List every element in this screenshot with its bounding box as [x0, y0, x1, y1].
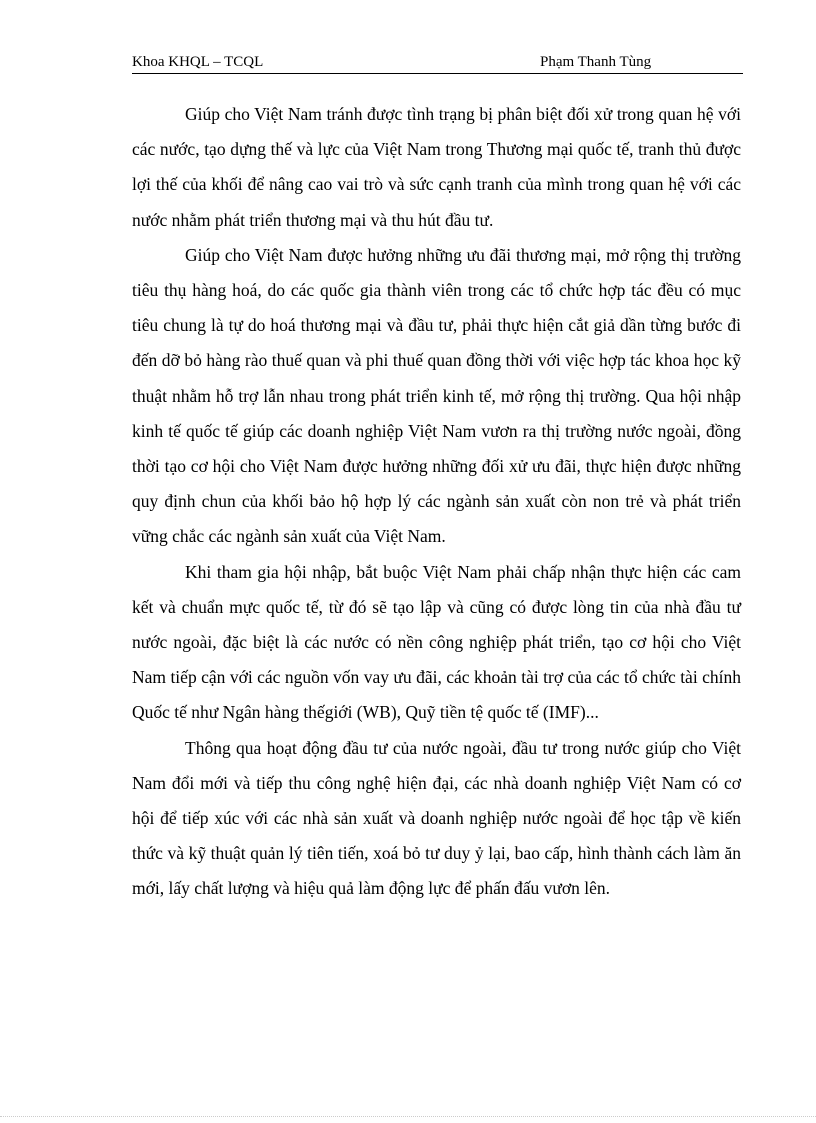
paragraph-3: Khi tham gia hội nhập, bắt buộc Việt Nam phải chấp nhận thực hiện các cam kết và chuẩn mực quốc tế, từ đó sẽ tạo lập và cũng có được lòng tin của nhà đầu tư nước ngoài, đặc biệt là các nước có nền công nghiệp phát triển, tạo cơ hội cho Việt Nam tiếp cận với các nguồn vốn vay ưu đãi, các khoản tài trợ của các tổ chức tài chính Quốc tế như Ngân hàng thếgiới (WB), Quỹ tiền tệ quốc tế (IMF)... [132, 561, 741, 723]
page-header [132, 52, 743, 74]
paragraph-2: Giúp cho Việt Nam được hưởng những ưu đãi thương mại, mở rộng thị trường tiêu thụ hàng hoá, do các quốc gia thành viên trong các tổ chức hợp tác đều có mục tiêu chung là tự do hoá thương mại và đầu tư, phải thực hiện cắt giả dần từng bước đi đến dỡ bỏ hàng rào thuế quan và phi thuế quan đồng thời với việc hợp tác khoa học kỹ thuật nhằm hỗ trợ lẫn nhau trong phát triển kinh tế, mở rộng thị trường. Qua hội nhập kinh tế quốc tế giúp các doanh nghiệp Việt Nam vươn ra thị trường nước ngoài, đồng thời tạo cơ hội cho Việt Nam được hưởng những đối xử ưu đãi, thực hiện được những quy định chun của khối bảo hộ hợp lý các ngành sản xuất còn non trẻ và phát triển vững chắc các ngành sản xuất của Việt Nam. [132, 244, 741, 547]
header-department: Khoa KHQL – TCQL [132, 54, 264, 70]
document-body [132, 97, 741, 907]
page-bottom-border [0, 1116, 816, 1117]
header-author: Phạm Thanh Tùng [540, 54, 652, 70]
paragraph-1: Giúp cho Việt Nam tránh được tình trạng bị phân biệt đối xử trong quan hệ với các nước, tạo dựng thế và lực của Việt Nam trong Thương mại quốc tế, tranh thủ được lợi thế của khối để nâng cao vai trò và sức cạnh tranh của mình trong quan hệ với các nước nhằm phát triển thương mại và thu hút đầu tư. [132, 104, 741, 230]
paragraph-4: Thông qua hoạt động đầu tư của nước ngoài, đầu tư trong nước giúp cho Việt Nam đổi mới và tiếp thu công nghệ hiện đại, các nhà doanh nghiệp Việt Nam có cơ hội để tiếp xúc với các nhà sản xuất và doanh nghiệp nước ngoài để học tập về kiến thức và kỹ thuật quản lý tiên tiến, xoá bỏ tư duy ỷ lại, bao cấp, hình thành cách làm ăn mới, lấy chất lượng và hiệu quả làm động lực để phấn đấu vươn lên. [132, 737, 741, 899]
